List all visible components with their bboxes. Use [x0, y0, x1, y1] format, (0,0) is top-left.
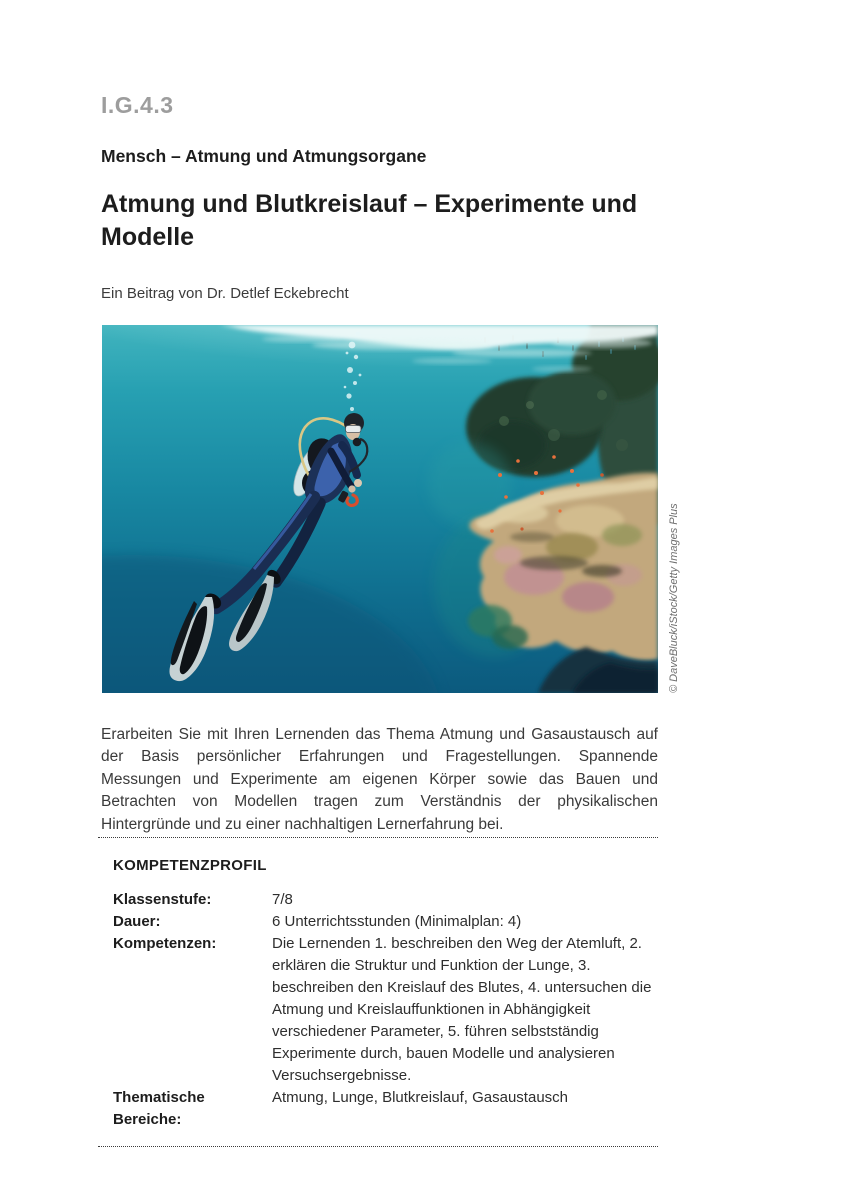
underwater-photo	[102, 325, 658, 693]
profile-row-label: Dauer:	[113, 913, 161, 930]
profile-row-label: Klassenstufe:	[113, 891, 212, 908]
intro-paragraph: Erarbeiten Sie mit Ihren Lernenden das Thema Atmung und Gasaustausch auf der Basis persönlicher Erfahrungen und Fragestellungen. Spannende Messungen und Experimente am eigenen Körper sowie das Bauen und Betrachten von Modellen tragen zum Verständnis der physikalischen Hintergründe und zu einer nachhaltigen Lernerfahrung bei.	[101, 726, 658, 833]
profile-row-value: Atmung, Lunge, Blutkreislauf, Gasaustausch	[272, 1089, 569, 1106]
profile-table	[113, 889, 658, 1131]
series-title: Mensch – Atmung und Atmungsorgane	[101, 146, 427, 166]
profile-row-value: 7/8	[272, 891, 293, 908]
photo-credit: © DaveBluck/iStock/Getty Images Plus	[668, 503, 680, 693]
unit-code: I.G.4.3	[101, 92, 174, 118]
author-line: Ein Beitrag von Dr. Detlef Eckebrecht	[101, 285, 349, 302]
profile-row-value: 6 Unterrichtsstunden (Minimalplan: 4)	[272, 913, 522, 930]
profile-row-value: Die Lernenden 1. beschreiben den Weg der Atemluft, 2. erklären die Struktur und Funktion der Lunge, 3. beschreiben den Kreislauf des Blutes, 4. untersuchen die Atmung und Kreislauffunktionen in Abhängigkeit verschiedener Parameter, 5. führen selbstständig Experimente durch, bauen Modelle und analysieren Versuchsergebnisse.	[272, 935, 652, 1084]
competence-profile-box	[98, 837, 658, 1147]
underwater-scene	[102, 325, 658, 693]
dive-mask	[346, 426, 362, 433]
profile-row-label: Kompetenzen:	[113, 935, 217, 952]
page-title: Atmung und Blutkreislauf – Experimente und Modelle	[101, 190, 638, 251]
profile-heading: KOMPETENZPROFIL	[113, 857, 267, 874]
profile-row-label: Thematische Bereiche:	[113, 1089, 205, 1128]
